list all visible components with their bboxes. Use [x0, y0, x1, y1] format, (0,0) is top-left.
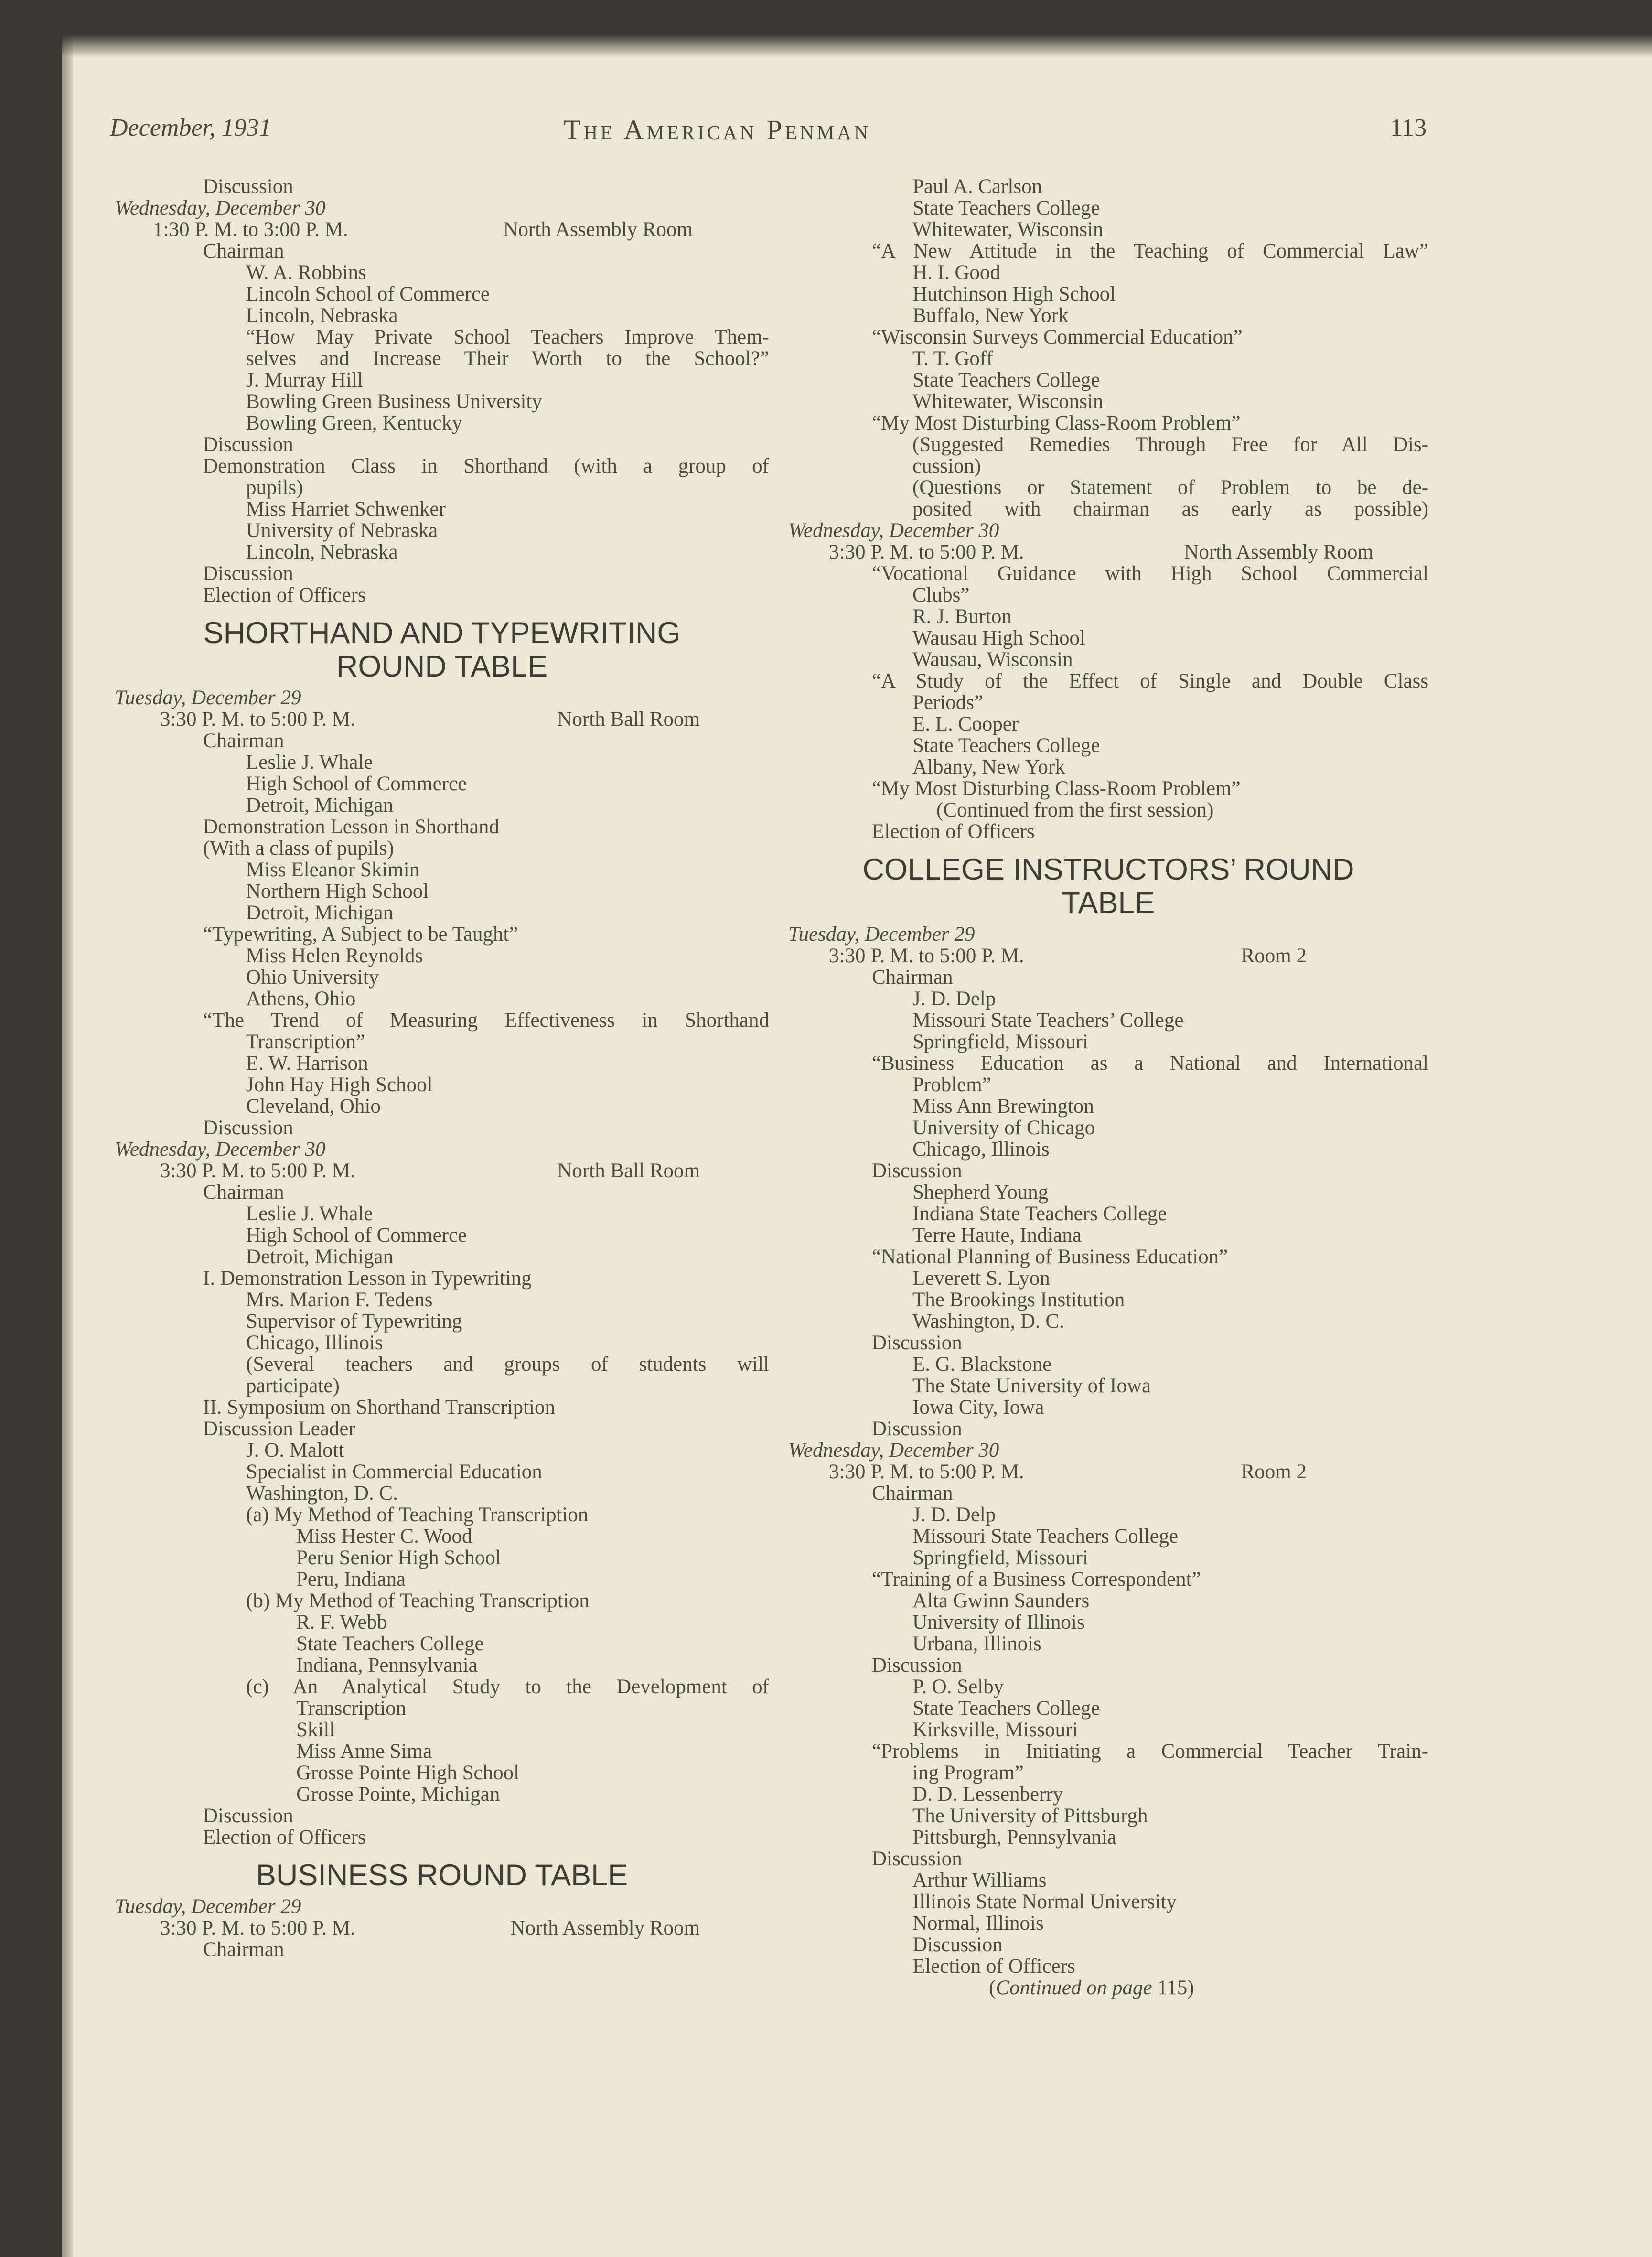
text-line: (c) An Analytical Study to the Development of: [246, 1676, 769, 1698]
session-time: 3:30 P. M. to 5:00 P. M.: [160, 1160, 355, 1182]
text-line: Peru, Indiana: [296, 1568, 406, 1591]
session-time-row: [115, 709, 700, 730]
text-line: Lincoln School of Commerce: [246, 283, 490, 305]
text-line: Clubs”: [912, 584, 970, 606]
text-line: R. F. Webb: [296, 1611, 387, 1634]
text-line: Miss Eleanor Skimin: [246, 859, 420, 881]
text-line: Whitewater, Wisconsin: [912, 218, 1104, 241]
session-date: Wednesday, December 30: [115, 1138, 326, 1161]
text-line: Washington, D. C.: [912, 1310, 1064, 1333]
text-line: Detroit, Michigan: [246, 1246, 394, 1268]
text-line: Shepherd Young: [912, 1181, 1049, 1204]
text-line: E. W. Harrison: [246, 1052, 368, 1075]
text-line: “The Trend of Measuring Effectiveness in Shorthand: [203, 1009, 769, 1032]
text-line: Athens, Ohio: [246, 988, 356, 1010]
text-line: Pittsburgh, Pennsylvania: [912, 1826, 1116, 1849]
text-line: Discussion: [872, 1848, 962, 1870]
text-line: Chairman: [872, 966, 953, 989]
text-line: Springfield, Missouri: [912, 1547, 1088, 1569]
text-line: University of Chicago: [912, 1117, 1095, 1139]
text-line: T. T. Goff: [912, 347, 993, 370]
book-binding: [0, 0, 62, 2257]
text-line: D. D. Lessenberry: [912, 1783, 1063, 1806]
left-column: [115, 176, 769, 1960]
text-line: Lincoln, Nebraska: [246, 541, 398, 563]
text-line: “Training of a Business Correspondent”: [872, 1568, 1201, 1591]
text-line: Miss Ann Brewington: [912, 1095, 1094, 1118]
text-line: participate): [246, 1375, 340, 1397]
text-line: “A New Attitude in the Teaching of Commercial Law”: [872, 240, 1428, 262]
text-line: High School of Commerce: [246, 1224, 467, 1247]
text-line: Bowling Green, Kentucky: [246, 412, 462, 434]
text-line: selves and Increase Their Worth to the School?”: [246, 347, 769, 370]
text-line: Chairman: [203, 730, 284, 752]
text-line: Chairman: [203, 240, 284, 262]
text-line: Terre Haute, Indiana: [912, 1224, 1082, 1247]
text-line: (Several teachers and groups of students will: [246, 1353, 769, 1376]
text-line: Indiana, Pennsylvania: [296, 1654, 478, 1677]
text-line: Ohio University: [246, 966, 379, 989]
text-line: Election of Officers: [872, 820, 1035, 843]
text-line: “My Most Disturbing Class-Room Problem”: [872, 412, 1241, 434]
session-time: 1:30 P. M. to 3:00 P. M.: [153, 218, 348, 241]
text-line: Transcription”: [246, 1031, 365, 1053]
text-line: H. I. Good: [912, 261, 1000, 284]
binding-edge: [62, 0, 73, 2257]
continued-page: 115): [1152, 1977, 1194, 1999]
session-time: 3:30 P. M. to 5:00 P. M.: [829, 945, 1024, 967]
text-line: Illinois State Normal University: [912, 1891, 1177, 1913]
session-room: Room 2: [1241, 945, 1307, 967]
text-line: J. Murray Hill: [246, 369, 363, 391]
text-line: Arthur Williams: [912, 1869, 1047, 1892]
text-line: State Teachers College: [912, 369, 1100, 391]
text-line: Mrs. Marion F. Tedens: [246, 1289, 433, 1311]
text-line: Discussion: [872, 1332, 962, 1354]
text-line: University of Nebraska: [246, 519, 438, 542]
text-line: R. J. Burton: [912, 605, 1012, 628]
text-line: (With a class of pupils): [203, 837, 394, 860]
text-line: Albany, New York: [912, 756, 1065, 778]
text-line: Wausau High School: [912, 627, 1085, 649]
text-line: The State University of Iowa: [912, 1375, 1151, 1397]
continued-text: Continued on page: [996, 1977, 1152, 1999]
text-line: Paul A. Carlson: [912, 175, 1042, 198]
text-line: Cleveland, Ohio: [246, 1095, 381, 1118]
text-line: posited with chairman as early as possible): [912, 498, 1428, 520]
session-date: Tuesday, December 29: [115, 1895, 301, 1918]
text-line: (Suggested Remedies Through Free for All Dis-: [912, 433, 1428, 456]
text-line: John Hay High School: [246, 1074, 433, 1096]
session-time-row: [115, 219, 693, 240]
text-line: Lincoln, Nebraska: [246, 304, 398, 327]
text-line: Chicago, Illinois: [912, 1138, 1050, 1161]
text-line: ing Program”: [912, 1762, 1024, 1784]
text-line: Election of Officers: [203, 1826, 366, 1849]
text-line: Bowling Green Business University: [246, 390, 542, 413]
session-date: Wednesday, December 30: [788, 519, 999, 542]
text-line: “National Planning of Business Education”: [872, 1246, 1228, 1268]
text-line: Discussion: [872, 1418, 962, 1440]
text-line: University of Illinois: [912, 1611, 1085, 1634]
text-line: Demonstration Class in Shorthand (with a group of: [203, 455, 769, 477]
text-line: E. G. Blackstone: [912, 1353, 1052, 1376]
text-line: Miss Harriet Schwenker: [246, 498, 446, 520]
session-time-row: [115, 1160, 700, 1182]
text-line: Whitewater, Wisconsin: [912, 390, 1104, 413]
session-date: Wednesday, December 30: [788, 1439, 999, 1462]
text-line: State Teachers College: [296, 1633, 484, 1655]
session-room: North Assembly Room: [510, 1917, 700, 1939]
session-date: Tuesday, December 29: [788, 923, 975, 946]
session-time-row: [788, 1461, 1307, 1483]
text-line: (Questions or Statement of Problem to be de-: [912, 476, 1428, 499]
text-line: Leverett S. Lyon: [912, 1267, 1050, 1290]
text-line: “Typewriting, A Subject to be Taught”: [203, 923, 518, 946]
text-line: Problem”: [912, 1074, 991, 1096]
text-line: Grosse Pointe High School: [296, 1762, 520, 1784]
text-line: Miss Hester C. Wood: [296, 1525, 472, 1548]
text-line: Transcription: [296, 1697, 407, 1720]
session-time: 3:30 P. M. to 5:00 P. M.: [829, 541, 1024, 563]
text-line: “Wisconsin Surveys Commercial Education”: [872, 326, 1243, 348]
text-line: Election of Officers: [203, 584, 366, 606]
text-line: (Continued from the first session): [936, 799, 1214, 821]
scan-top-shadow: [0, 0, 1652, 57]
session-time: 3:30 P. M. to 5:00 P. M.: [160, 1917, 355, 1939]
text-line: P. O. Selby: [912, 1676, 1004, 1698]
session-room: Room 2: [1241, 1461, 1307, 1483]
text-line: Discussion: [203, 175, 293, 198]
text-line: II. Symposium on Shorthand Transcription: [203, 1396, 556, 1419]
text-line: Discussion: [203, 1805, 293, 1827]
session-time-row: [115, 1917, 700, 1939]
text-line: (b) My Method of Teaching Transcription: [246, 1590, 590, 1612]
text-line: Springfield, Missouri: [912, 1031, 1088, 1053]
text-line: Detroit, Michigan: [246, 794, 394, 817]
text-line: Discussion: [912, 1934, 1003, 1956]
text-line: Discussion: [203, 1117, 293, 1139]
text-line: Discussion: [872, 1654, 962, 1677]
text-line: Peru Senior High School: [296, 1547, 501, 1569]
text-line: High School of Commerce: [246, 773, 467, 795]
text-line: Chairman: [203, 1938, 284, 1961]
text-line: Buffalo, New York: [912, 304, 1069, 327]
text-line: Missouri State Teachers’ College: [912, 1009, 1184, 1032]
session-date: Tuesday, December 29: [115, 687, 301, 709]
text-line: Skill: [296, 1719, 335, 1741]
section-heading: ROUND TABLE: [336, 650, 548, 683]
text-line: “A Study of the Effect of Single and Double Class: [872, 670, 1428, 692]
text-line: State Teachers College: [912, 197, 1100, 219]
text-line: Supervisor of Typewriting: [246, 1310, 462, 1333]
session-room: North Ball Room: [557, 708, 700, 731]
text-line: Miss Helen Reynolds: [246, 945, 423, 967]
text-line: I. Demonstration Lesson in Typewriting: [203, 1267, 532, 1290]
session-time: 3:30 P. M. to 5:00 P. M.: [160, 708, 355, 731]
text-line: Discussion: [203, 562, 293, 585]
text-line: The University of Pittsburgh: [912, 1805, 1148, 1827]
text-line: Iowa City, Iowa: [912, 1396, 1044, 1419]
text-line: “Vocational Guidance with High School Commercial: [872, 562, 1428, 585]
text-line: Discussion: [203, 433, 293, 456]
text-line: J. D. Delp: [912, 988, 996, 1010]
text-line: Normal, Illinois: [912, 1912, 1044, 1935]
text-line: Missouri State Teachers College: [912, 1525, 1179, 1548]
session-time-row: [788, 541, 1373, 563]
text-line: Grosse Pointe, Michigan: [296, 1783, 500, 1806]
text-line: “My Most Disturbing Class-Room Problem”: [872, 777, 1241, 800]
text-line: Periods”: [912, 691, 984, 714]
text-line: J. D. Delp: [912, 1504, 996, 1526]
session-room: North Ball Room: [557, 1160, 700, 1182]
text-line: Detroit, Michigan: [246, 902, 394, 924]
section-heading: SHORTHAND AND TYPEWRITING: [203, 616, 681, 650]
text-line: Hutchinson High School: [912, 283, 1116, 305]
text-line: Wausau, Wisconsin: [912, 648, 1073, 671]
running-head-title: The American Penman: [564, 114, 871, 145]
text-line: Kirksville, Missouri: [912, 1719, 1078, 1741]
text-line: cussion): [912, 455, 981, 477]
text-line: Miss Anne Sima: [296, 1740, 432, 1763]
text-line: Election of Officers: [912, 1955, 1075, 1978]
text-line: J. O. Malott: [246, 1439, 344, 1462]
text-line: W. A. Robbins: [246, 261, 366, 284]
text-line: Urbana, Illinois: [912, 1633, 1041, 1655]
text-line: Alta Gwinn Saunders: [912, 1590, 1090, 1612]
session-room: North Assembly Room: [503, 218, 693, 241]
text-line: Chairman: [872, 1482, 953, 1505]
text-line: Leslie J. Whale: [246, 751, 373, 774]
text-line: Discussion Leader: [203, 1418, 355, 1440]
text-line: Discussion: [872, 1160, 962, 1182]
session-room: North Assembly Room: [1184, 541, 1373, 563]
text-line: Northern High School: [246, 880, 429, 903]
text-line: “Business Education as a National and International: [872, 1052, 1428, 1075]
text-line: pupils): [246, 476, 303, 499]
text-line: Demonstration Lesson in Shorthand: [203, 816, 499, 838]
section-heading: BUSINESS ROUND TABLE: [256, 1859, 628, 1892]
running-head-date: December, 1931: [110, 114, 271, 141]
text-line: The Brookings Institution: [912, 1289, 1125, 1311]
text-line: State Teachers College: [912, 1697, 1100, 1720]
text-line: Washington, D. C.: [246, 1482, 398, 1505]
session-date: Wednesday, December 30: [115, 197, 326, 219]
continued-note: [788, 1977, 1428, 1999]
text-line: “Problems in Initiating a Commercial Teacher Train-: [872, 1740, 1428, 1763]
text-line: “How May Private School Teachers Improve Them-: [246, 326, 769, 348]
continued-open: (: [989, 1977, 996, 1999]
text-line: Specialist in Commercial Education: [246, 1461, 542, 1483]
text-line: State Teachers College: [912, 734, 1100, 757]
page-number: 113: [1390, 114, 1427, 141]
right-column: [788, 176, 1428, 1999]
text-line: E. L. Cooper: [912, 713, 1019, 735]
section-heading: TABLE: [1062, 886, 1155, 920]
session-time-row: [788, 945, 1307, 967]
text-line: Indiana State Teachers College: [912, 1203, 1167, 1225]
text-line: Chicago, Illinois: [246, 1332, 383, 1354]
text-line: Leslie J. Whale: [246, 1203, 373, 1225]
session-time: 3:30 P. M. to 5:00 P. M.: [829, 1461, 1024, 1483]
text-line: (a) My Method of Teaching Transcription: [246, 1504, 589, 1526]
text-line: Chairman: [203, 1181, 284, 1204]
section-heading: COLLEGE INSTRUCTORS’ ROUND: [862, 853, 1354, 886]
